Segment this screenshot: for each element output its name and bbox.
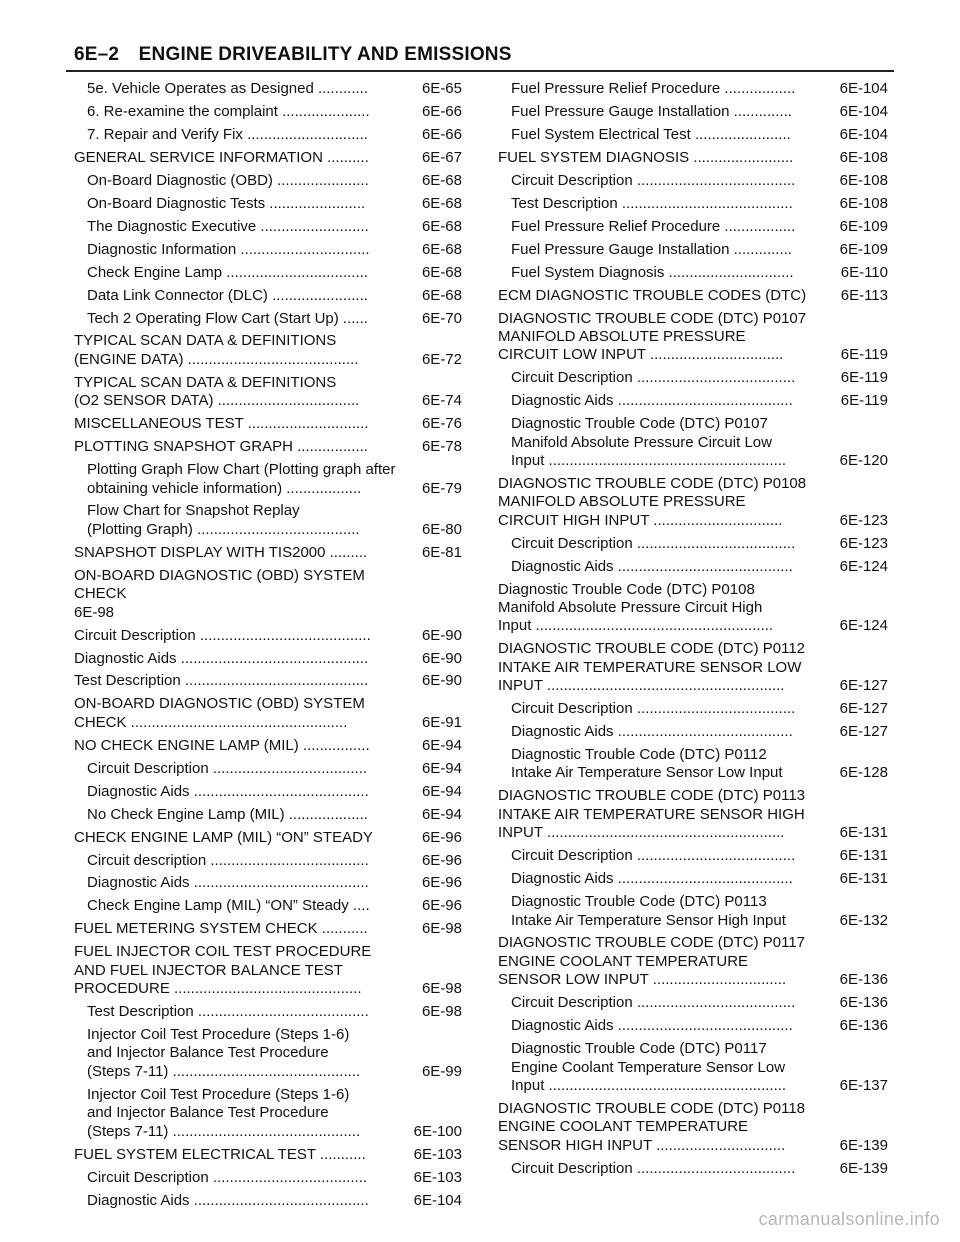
toc-entry-title: Circuit Description ...................................... [511,171,796,189]
toc-entry-page: 6E-104 [413,1191,462,1209]
toc-entry[interactable] [74,1026,462,1081]
toc-entry[interactable] [74,695,462,732]
toc-entry-page: 6E-94 [421,805,462,823]
toc-entry-page: 6E-131 [839,870,888,888]
toc-entry[interactable] [498,149,888,167]
toc-entry-title: Diagnostic Aids .......................................... [87,782,369,800]
toc-entry[interactable] [498,310,888,365]
toc-entry[interactable] [74,126,462,144]
toc-entry[interactable] [498,994,888,1012]
toc-entry-title: Diagnostic Aids .......................................... [511,1017,793,1035]
toc-entry-title: PLOTTING SNAPSHOT GRAPH ................. [74,438,368,456]
toc-entry-title: Circuit Description ...................................... [511,534,796,552]
toc-entry-page: 6E-96 [421,874,462,892]
toc-entry-page: 6E-81 [421,543,462,561]
toc-entry-page: 6E-94 [421,759,462,777]
toc-column-left [74,80,462,1214]
toc-entry[interactable] [74,897,462,915]
toc-entry[interactable] [498,581,888,636]
toc-entry-page: 6E-66 [421,102,462,120]
toc-entry[interactable] [74,806,462,824]
toc-column-right [498,80,888,1183]
toc-entry-title: Injector Coil Test Procedure (Steps 1-6) and Injector Balance Test Procedure (Steps 7-11) ............................................. [87,1026,361,1080]
toc-entry[interactable] [74,760,462,778]
toc-entry[interactable] [498,126,888,144]
toc-entry-title: Diagnostic Aids .......................................... [511,870,793,888]
toc-entry-title: Diagnostic Trouble Code (DTC) P0117 Engine Coolant Temperature Sensor Low Input ......................................................... [511,1040,787,1094]
toc-entry[interactable] [498,1100,888,1155]
toc-entry-page: 6E-100 [413,1122,462,1140]
toc-entry-page: 6E-65 [421,80,462,97]
toc-entry-page: 6E-108 [839,194,888,212]
toc-entry-title: DIAGNOSTIC TROUBLE CODE (DTC) P0117 ENGINE COOLANT TEMPERATURE SENSOR LOW INPUT ................................ [498,934,806,989]
toc-entry-page: 6E-127 [839,700,888,718]
toc-entry[interactable] [498,195,888,213]
toc-entry[interactable] [74,874,462,892]
toc-entry-title: Circuit Description ...................................... [511,1159,796,1177]
toc-entry[interactable] [74,672,462,690]
toc-entry[interactable] [498,369,888,387]
toc-entry[interactable] [74,627,462,645]
toc-entry-title: Tech 2 Operating Flow Cart (Start Up) ...... [87,309,368,327]
toc-entry-page: 6E-68 [421,286,462,304]
toc-entry-title: Check Engine Lamp (MIL) “ON” Steady .... [87,897,370,915]
toc-entry-page: 6E-80 [421,520,462,538]
toc-entry-title: Test Description ......................................... [87,1003,369,1021]
toc-entry[interactable] [74,943,462,998]
toc-entry-page: 6E-72 [421,350,462,368]
toc-entry[interactable] [74,650,462,668]
toc-entry-page: 6E-136 [839,994,888,1012]
toc-entry-page: 6E-139 [839,1159,888,1177]
toc-entry[interactable] [498,415,888,470]
toc-entry-title: Data Link Connector (DLC) ....................... [87,286,368,304]
toc-entry-title: 7. Repair and Verify Fix ............................. [87,125,368,143]
toc-entry-title: Diagnostic Aids .......................................... [87,1191,369,1209]
toc-entry-title: Fuel Pressure Gauge Installation .............. [511,102,792,120]
toc-entry-title: On-Board Diagnostic Tests ....................... [87,194,366,212]
toc-entry[interactable] [74,737,462,755]
toc-entry-title: DIAGNOSTIC TROUBLE CODE (DTC) P0107 MANIFOLD ABSOLUTE PRESSURE CIRCUIT LOW INPUT ................................ [498,309,807,364]
toc-entry[interactable] [74,195,462,213]
toc-entry-title: TYPICAL SCAN DATA & DEFINITIONS (ENGINE DATA) ......................................... [74,332,359,368]
toc-entry-title: Circuit Description ...................................... [511,847,796,865]
toc-entry-page: 6E-96 [421,897,462,915]
toc-entry-page: 6E-99 [421,1062,462,1080]
toc-entry[interactable] [498,723,888,741]
toc-entry-page: 6E-109 [839,217,888,235]
watermark: carmanualsonline.info [758,1209,940,1229]
toc-entry[interactable] [498,558,888,576]
toc-entry-title: SNAPSHOT DISPLAY WITH TIS2000 ......... [74,543,368,561]
toc-entry-page: 6E-66 [421,125,462,143]
toc-entry-page: 6E-90 [421,672,462,690]
toc-entry-page: 6E-98 [421,1003,462,1021]
toc-entry[interactable] [74,567,462,622]
toc-entry[interactable] [498,103,888,121]
toc-entry-page: 6E-68 [421,217,462,235]
toc-entry-title: Test Description ......................................... [511,194,793,212]
toc-entry[interactable] [74,544,462,562]
toc-entry-page: 6E-136 [839,1017,888,1035]
toc-entry-page: 6E-104 [839,80,888,97]
toc-entry-page: 6E-96 [421,828,462,846]
toc-entry[interactable] [74,783,462,801]
toc-entry[interactable] [74,502,462,539]
toc-entry[interactable] [74,852,462,870]
toc-entry-page: 6E-132 [839,911,888,929]
toc-entry-page: 6E-137 [839,1076,888,1094]
header-rule [66,70,894,72]
toc-entry-page: 6E-108 [839,148,888,166]
toc-entry-title: TYPICAL SCAN DATA & DEFINITIONS (O2 SENSOR DATA) .................................. [74,373,360,410]
toc-entry-title: ON-BOARD DIAGNOSTIC (OBD) SYSTEM CHECK .................................................... [74,695,365,731]
toc-entry-title: FUEL SYSTEM DIAGNOSIS ........................ [498,148,794,166]
toc-entry-page: 6E-103 [413,1168,462,1186]
toc-entry-title: On-Board Diagnostic (OBD) ...................... [87,171,369,189]
toc-entry-title: Diagnostic Trouble Code (DTC) P0108 Manifold Absolute Pressure Circuit High Input ......................................................... [498,580,774,635]
toc-entry-page: 6E-67 [421,148,462,166]
toc-entry[interactable] [498,80,888,98]
toc-entry-title: Check Engine Lamp .................................. [87,263,368,281]
toc-entry[interactable] [74,920,462,938]
toc-entry[interactable] [74,1086,462,1141]
toc-entry-page: 6E-90 [421,649,462,667]
toc-entry-title: Fuel System Diagnosis .............................. [511,263,794,281]
toc-entry-title: The Diagnostic Executive .......................... [87,217,369,235]
toc-entry[interactable] [74,374,462,411]
page-header [74,44,512,66]
toc-entry[interactable] [498,640,888,695]
toc-entry-page: 6E-79 [421,479,462,497]
toc-entry-title: Diagnostic Trouble Code (DTC) P0113 Intake Air Temperature Sensor High Input [511,893,786,929]
toc-entry[interactable] [498,893,888,930]
toc-entry[interactable] [498,535,888,553]
toc-entry-page: 6E-131 [839,847,888,865]
toc-entry-page: 6E-91 [421,713,462,731]
toc-entry[interactable] [74,1003,462,1021]
toc-entry-page: 6E-127 [839,677,888,695]
toc-entry-page: 6E-104 [839,102,888,120]
toc-entry-page: 6E-94 [421,782,462,800]
toc-entry[interactable] [498,1040,888,1095]
toc-entry-title: DIAGNOSTIC TROUBLE CODE (DTC) P0118 ENGINE COOLANT TEMPERATURE SENSOR HIGH INPUT ............................... [498,1099,806,1154]
toc-entry[interactable] [74,287,462,305]
toc-entry-title: FUEL SYSTEM ELECTRICAL TEST ........... [74,1145,366,1163]
toc-entry-page: 6E-90 [421,626,462,644]
toc-entry-title: Diagnostic Trouble Code (DTC) P0107 Manifold Absolute Pressure Circuit Low Input ......................................................... [511,415,787,470]
toc-entry-page: 6E-109 [839,240,888,258]
toc-entry[interactable] [498,934,888,989]
toc-entry-page: 6E-98 [421,920,462,938]
toc-entry-page: 6E-124 [839,557,888,575]
toc-entry-title: Fuel Pressure Gauge Installation .............. [511,240,792,258]
toc-entry-title: Diagnostic Trouble Code (DTC) P0112 Intake Air Temperature Sensor Low Input [511,746,783,782]
toc-entry[interactable] [74,241,462,259]
toc-entry-page: 6E-139 [839,1136,888,1154]
toc-entry[interactable] [74,80,462,98]
toc-entry-page: 6E-119 [840,392,888,410]
toc-entry-page: 6E-98 [421,980,462,998]
toc-entry-page: 6E-113 [840,286,888,304]
toc-entry-title: FUEL INJECTOR COIL TEST PROCEDURE AND FUEL INJECTOR BALANCE TEST PROCEDURE ............................................. [74,943,372,998]
toc-entry[interactable] [74,438,462,456]
toc-entry-title: Flow Chart for Snapshot Replay (Plotting Graph) ....................................... [87,502,360,538]
toc-entry-title: Diagnostic Aids ............................................. [74,649,369,667]
toc-entry-title: Circuit Description ...................................... [511,994,796,1012]
toc-entry[interactable] [498,1017,888,1035]
toc-entry-title: ECM DIAGNOSTIC TROUBLE CODES (DTC) [498,286,807,304]
toc-entry-title: DIAGNOSTIC TROUBLE CODE (DTC) P0112 INTAKE AIR TEMPERATURE SENSOR LOW INPUT ......................................................... [498,640,806,695]
toc-entry-page: 6E-68 [421,194,462,212]
toc-entry-page: 6E-78 [421,438,462,456]
toc-entry-page: 6E-120 [839,452,888,470]
toc-entry-page: 6E-104 [839,125,888,143]
toc-entry-page: 6E-70 [421,309,462,327]
toc-entry-page: 6E-103 [413,1145,462,1163]
toc-entry-page: 6E-124 [839,617,888,635]
toc-entry-title: Diagnostic Aids .......................................... [511,723,793,741]
toc-entry-page: 6E-128 [839,764,888,782]
toc-entry-page: 6E-110 [840,263,888,281]
toc-entry[interactable] [74,218,462,236]
toc-entry[interactable] [74,332,462,369]
toc-entry[interactable] [74,461,462,498]
toc-entry-title: No Check Engine Lamp (MIL) ................... [87,805,368,823]
toc-entry-title: DIAGNOSTIC TROUBLE CODE (DTC) P0113 INTAKE AIR TEMPERATURE SENSOR HIGH INPUT ......................................................... [498,787,806,842]
toc-entry[interactable] [74,172,462,190]
toc-entry-title: Fuel Pressure Relief Procedure ................. [511,217,796,235]
toc-entry[interactable] [498,847,888,865]
toc-entry-title: ON-BOARD DIAGNOSTIC (OBD) SYSTEM CHECK 6E-98 [74,566,365,621]
toc-entry[interactable] [74,415,462,433]
toc-entry-title: Diagnostic Aids .......................................... [511,557,793,575]
toc-entry-page: 6E-96 [421,851,462,869]
toc-entry-page: 6E-123 [839,511,888,529]
toc-entry-title: GENERAL SERVICE INFORMATION .......... [74,148,369,166]
toc-entry[interactable] [498,264,888,282]
toc-entry[interactable] [498,700,888,718]
toc-entry-title: Circuit Description ...................................... [511,700,796,718]
toc-entry-page: 6E-127 [839,723,888,741]
toc-entry[interactable] [498,172,888,190]
toc-entry-page: 6E-136 [839,971,888,989]
toc-entry-title: Test Description ............................................ [74,672,369,690]
toc-entry-page: 6E-94 [421,736,462,754]
toc-entry[interactable] [498,746,888,783]
toc-entry-page: 6E-119 [840,346,888,364]
toc-entry[interactable] [498,218,888,236]
toc-entry[interactable] [498,1160,888,1178]
toc-entry-title: Plotting Graph Flow Chart (Plotting graph after obtaining vehicle information) .................. [87,461,396,497]
toc-entry-title: MISCELLANEOUS TEST ............................. [74,415,369,433]
toc-entry[interactable] [498,787,888,842]
toc-entry[interactable] [498,475,888,530]
page-title: ENGINE DRIVEABILITY AND EMISSIONS [138,44,512,65]
toc-entry-title: DIAGNOSTIC TROUBLE CODE (DTC) P0108 MANIFOLD ABSOLUTE PRESSURE CIRCUIT HIGH INPUT ............................... [498,474,807,529]
toc-entry[interactable] [74,310,462,328]
toc-entry[interactable] [74,103,462,121]
toc-entry-title: Circuit Description ......................................... [74,626,371,644]
toc-entry-title: CHECK ENGINE LAMP (MIL) “ON” STEADY [74,828,373,846]
toc-entry-title: Fuel System Electrical Test ....................... [511,125,791,143]
toc-entry-title: Injector Coil Test Procedure (Steps 1-6) and Injector Balance Test Procedure (Steps 7-11) ............................................. [87,1085,361,1140]
toc-entry-title: Circuit Description ..................................... [87,759,368,777]
toc-entry-page: 6E-68 [421,171,462,189]
toc-entry[interactable] [74,1192,462,1210]
toc-entry-title: Diagnostic Aids .......................................... [87,874,369,892]
toc-entry-page: 6E-68 [421,263,462,281]
toc-entry[interactable] [74,1169,462,1187]
toc-entry-title: Fuel Pressure Relief Procedure ................. [511,80,796,97]
toc-entry-title: Diagnostic Aids .......................................... [511,392,793,410]
toc-entry-page: 6E-68 [421,240,462,258]
toc-entry[interactable] [74,264,462,282]
toc-entry[interactable] [498,241,888,259]
toc-entry-title: Circuit description ...................................... [87,851,369,869]
toc-entry-title: Circuit Description ...................................... [511,369,796,387]
toc-entry[interactable] [74,829,462,847]
toc-entry[interactable] [74,1146,462,1164]
toc-entry[interactable] [498,870,888,888]
toc-entry-page: 6E-123 [839,534,888,552]
toc-entry-title: 5e. Vehicle Operates as Designed ............ [87,80,368,97]
toc-entry[interactable] [498,287,888,305]
page-number: 6E–2 [74,44,120,65]
toc-entry-page: 6E-119 [840,369,888,387]
toc-entry-title: Diagnostic Information ............................... [87,240,370,258]
toc-entry[interactable] [74,149,462,167]
toc-entry-title: 6. Re-examine the complaint ..................... [87,102,370,120]
toc-entry-title: NO CHECK ENGINE LAMP (MIL) ................ [74,736,370,754]
toc-entry[interactable] [498,392,888,410]
toc-entry-title: Circuit Description ..................................... [87,1168,368,1186]
toc-entry-page: 6E-131 [839,824,888,842]
toc-entry-page: 6E-108 [839,171,888,189]
toc-entry-page: 6E-76 [421,415,462,433]
toc-entry-title: FUEL METERING SYSTEM CHECK ........... [74,920,368,938]
toc-entry-page: 6E-74 [421,392,462,410]
